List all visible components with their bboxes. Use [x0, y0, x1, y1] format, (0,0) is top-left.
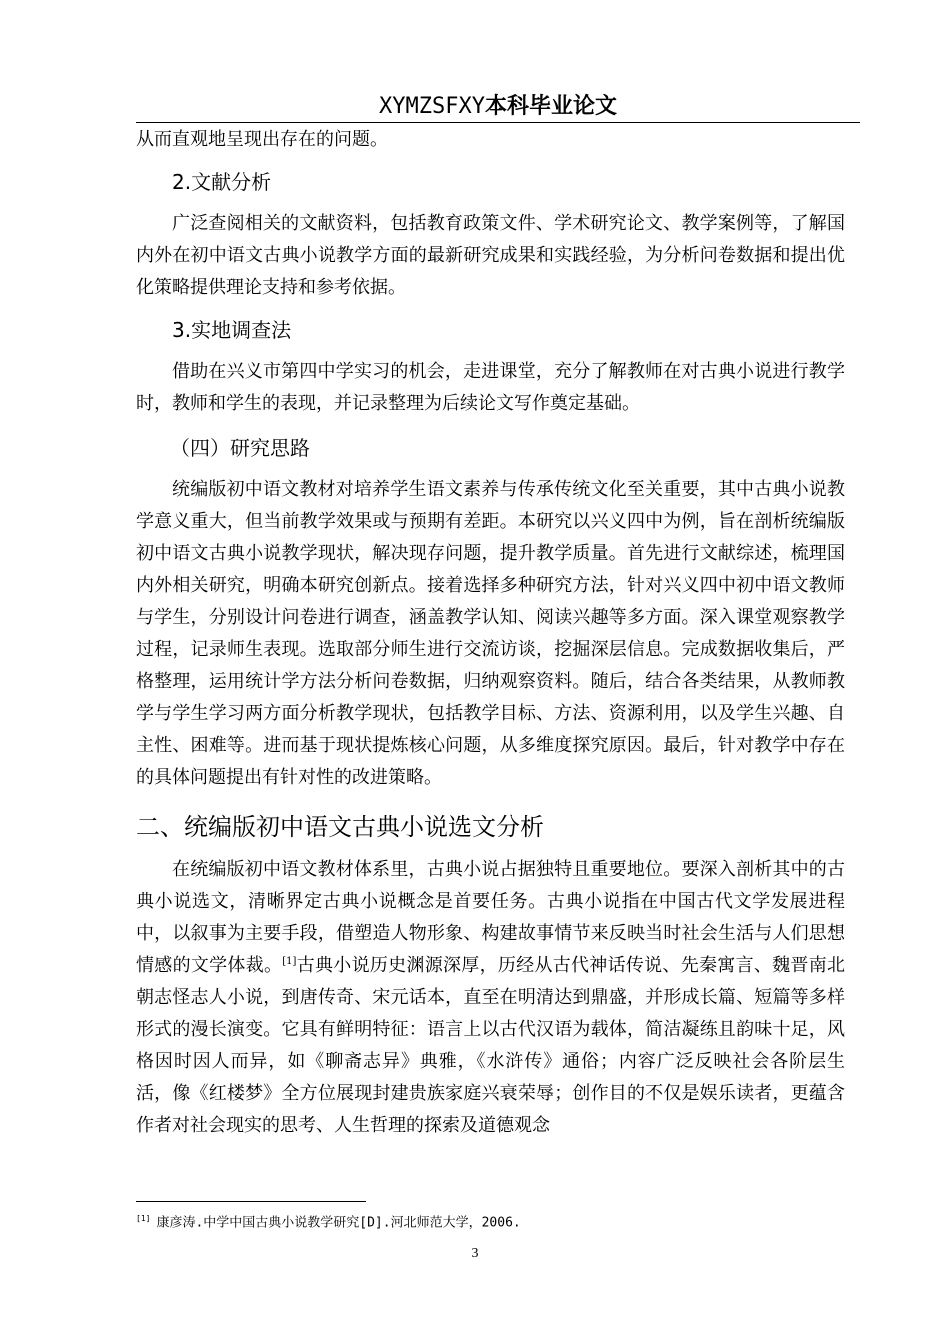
footnote-rule — [136, 1201, 366, 1202]
page-body — [136, 124, 845, 1142]
header-rule — [136, 122, 860, 123]
page-number: 3 — [471, 1246, 479, 1261]
running-header — [136, 92, 860, 122]
paragraph-chapter-intro — [136, 854, 845, 1142]
header-school-code: XYMZSFXY — [379, 94, 485, 119]
citation-marker: [1] — [282, 956, 297, 967]
paragraph-carryover: 从而直观地呈现出存在的问题。 — [136, 129, 388, 150]
footnote — [136, 1208, 856, 1234]
paragraph-field-survey: 借助在兴义市第四中学实习的机会，走进课堂，充分了解教师在对古典小说进行教学时，教师和学生的表现，并记录整理为后续论文写作奠定基础。 — [136, 361, 845, 414]
heading-research-approach: （四）研究思路 — [170, 436, 310, 460]
heading-literature-analysis: 2.文献分析 — [172, 170, 272, 194]
paragraph-research-approach: 统编版初中语文教材对培养学生语文素养与传承传统文化至关重要，其中古典小说教学意义重大，但当前教学效果或与预期有差距。本研究以兴义四中为例，旨在剖析统编版初中语文古典小说教学现状，解决现存问题，提升教学质量。首先进行文献综述，梳理国内外相关研究，明确本研究创新点。接着选择多种研究方法，针对兴义四中初中语文教师与学生，分别设计问卷进行调查，涵盖教学认知、阅读兴趣等多方面。深入课堂观察教学过程，记录师生表现。选取部分师生进行交流访谈，挖掘深层信息。完成数据收集后，严格整理，运用统计学方法分析问卷数据，归纳观察资料。随后，结合各类结果，从教师教学与学生学习两方面分析教学现状，包括教学目标、方法、资源利用，以及学生兴趣、自主性、困难等。进而基于现状提炼核心问题，从多维度探究原因。最后，针对教学中存在的具体问题提出有针对性的改进策略。 — [136, 479, 845, 788]
footnote-text: 康彦涛.中学中国古典小说教学研究[D].河北师范大学，2006. — [156, 1215, 521, 1231]
chapter-heading: 二、统编版初中语文古典小说选文分析 — [136, 813, 544, 841]
footnote-marker: [1] — [136, 1214, 151, 1223]
paragraph-part-b: 古典小说历史渊源深厚，历经从古代神话传说、先秦寓言、魏晋南北朝志怪志人小说，到唐传奇、宋元话本，直至在明清达到鼎盛，并形成长篇、短篇等多样形式的漫长演变。它具有鲜明特征：语言上以古代汉语为载体，简洁凝练且韵味十足，风格因时因人而异，如《聊斋志异》典雅，《水浒传》通俗；内容广泛反映社会各阶层生活，像《红楼梦》全方位展现封建贵族家庭兴衰荣辱；创作目的不仅是娱乐读者，更蕴含作者对社会现实的思考、人生哲理的探索及道德观念 — [136, 955, 845, 1136]
paragraph-part-a: 在统编版初中语文教材体系里，古典小说占据独特且重要地位。要深入剖析其中的古典小说选文，清晰界定古典小说概念是首要任务。古典小说指在中国古代文学发展进程中，以叙事为主要手段，借塑造人物形象、构建故事情节来反映当时社会生活与人们思想情感的文学体裁。 — [136, 859, 845, 976]
header-thesis-label: 本科毕业论文 — [484, 94, 617, 119]
paragraph-literature-analysis: 广泛查阅相关的文献资料，包括教育政策文件、学术研究论文、教学案例等，了解国内外在初中语文古典小说教学方面的最新研究成果和实践经验，为分析问卷数据和提出优化策略提供理论支持和参考依据。 — [136, 213, 845, 298]
heading-field-survey: 3.实地调查法 — [172, 318, 292, 342]
